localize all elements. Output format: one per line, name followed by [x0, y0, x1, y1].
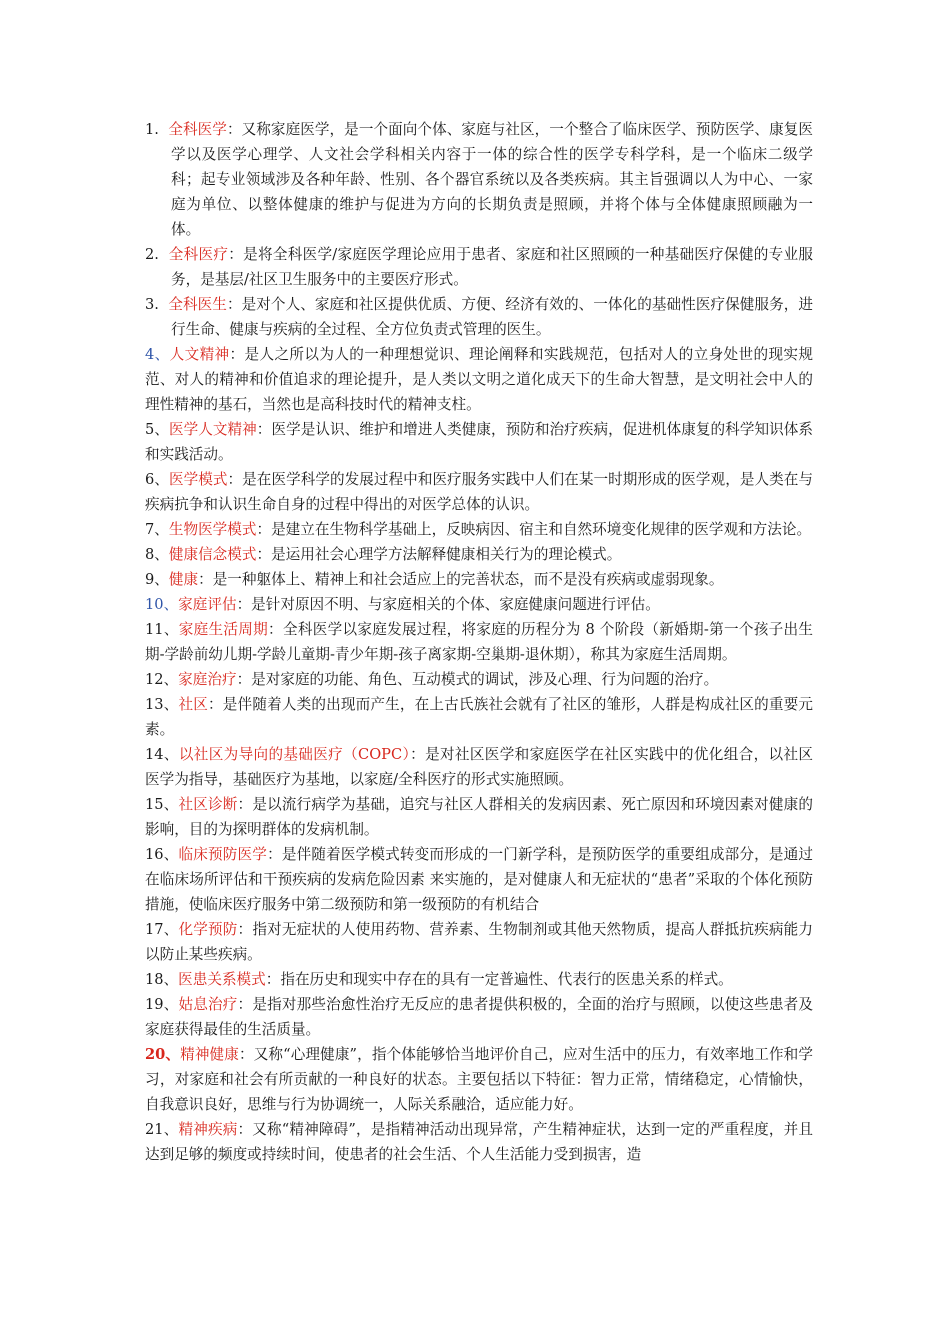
list-item: [145, 542, 813, 567]
item-separator: ：: [238, 1046, 254, 1063]
item-term: 生物医学模式: [168, 521, 257, 538]
item-definition: 是针对原因不明、与家庭相关的个体、家庭健康问题进行评估。: [251, 596, 660, 613]
item-number: 2.: [145, 246, 159, 263]
item-definition: 是指对那些治愈性治疗无反应的患者提供积极的，全面的治疗与照顾，以使这些患者及家庭获得最佳的生活质量。: [145, 996, 813, 1038]
item-term: 医学模式: [168, 471, 228, 488]
item-definition: 又称“心理健康”，指个体能够恰当地评价自己，应对生活中的压力，有效率地工作和学习，对家庭和社会有所贡献的一种良好的状态。主要包括以下特征：智力正常，情绪稳定，心情愉快，自我意识良好，思维与行为协调统一，人际关系融洽，适应能力好。: [145, 1046, 813, 1113]
list-item: [145, 292, 813, 342]
item-definition: 又称家庭医学，是一个面向个体、家庭与社区，一个整合了临床医学、预防医学、康复医学以及医学心理学、人文社会学科相关内容于一体的综合性的医学专科学科，是一个临床二级学科；起专业领域涉及各种年龄、性别、各个器官系统以及各类疾病。其主旨强调以人为中心、一家庭为单位、以整体健康的维护与促进为方向的长期负责是照顾，并将个体与全体健康照顾融为一体。: [171, 121, 813, 238]
item-definition: 医学是认识、维护和增进人类健康，预防和治疗疾病，促进机体康复的科学知识体系和实践活动。: [145, 421, 813, 463]
item-separator: ：: [227, 471, 243, 488]
item-number: 1.: [145, 121, 159, 138]
item-number: 14、: [145, 746, 179, 763]
list-item: [145, 242, 813, 292]
item-term: 以社区为导向的基础医疗（COPC）: [178, 746, 411, 763]
item-term: 精神健康: [180, 1046, 239, 1063]
item-separator: ：: [236, 596, 252, 613]
item-number: 4、: [145, 346, 170, 363]
item-number: 6、: [145, 471, 169, 488]
item-definition: 是伴随着人类的出现而产生，在上古氏族社会就有了社区的雏形，人群是构成社区的重要元素。: [145, 696, 813, 738]
item-separator: ：: [237, 796, 253, 813]
item-number: 8、: [145, 546, 169, 563]
item-number: 21、: [145, 1121, 179, 1138]
item-separator: ：: [256, 521, 272, 538]
item-number: 5、: [145, 421, 169, 438]
item-number: 7、: [145, 521, 169, 538]
glossary-list: [145, 117, 813, 1167]
item-separator: ：: [208, 696, 223, 713]
list-item: [145, 592, 813, 617]
item-separator: ：: [410, 746, 426, 763]
item-number: 16、: [145, 846, 179, 863]
item-definition: 是在医学科学的发展过程中和医疗服务实践中人们在某一时期形成的医学观，是人类在与疾病抗争和认识生命自身的过程中得出的对医学总体的认识。: [145, 471, 813, 513]
item-separator: ：: [226, 121, 242, 138]
item-number: 11、: [145, 621, 179, 638]
item-separator: ：: [237, 996, 253, 1013]
item-definition: 是运用社会心理学方法解释健康相关行为的理论模式。: [271, 546, 622, 563]
item-term: 人文精神: [169, 346, 230, 363]
item-definition: 是将全科医学/家庭医学理论应用于患者、家庭和社区照顾的一种基础医疗保健的专业服务，是基层/社区卫生服务中的主要医疗形式。: [171, 246, 813, 288]
item-term: 全科医生: [168, 296, 227, 313]
list-item: [145, 117, 813, 242]
item-definition: 是对家庭的功能、角色、互动模式的调试，涉及心理、行为问题的治疗。: [251, 671, 719, 688]
item-definition: 指对无症状的人使用药物、营养素、生物制剂或其他天然物质，提高人群抵抗疾病能力以防止某些疾病。: [145, 921, 813, 963]
list-item: [145, 517, 813, 542]
list-item: [145, 917, 813, 967]
item-separator: ：: [236, 671, 252, 688]
list-item: [145, 617, 813, 667]
item-number: 9、: [145, 571, 169, 588]
list-item: [145, 417, 813, 467]
list-item: [145, 567, 813, 592]
item-number: 10、: [145, 596, 179, 613]
item-separator: ：: [256, 546, 272, 563]
list-item: [145, 742, 813, 792]
item-term: 精神疾病: [178, 1121, 238, 1138]
list-item: [145, 792, 813, 842]
item-number: 13、: [145, 696, 179, 713]
item-term: 医患关系模式: [178, 971, 266, 988]
list-item: [145, 467, 813, 517]
item-separator: ：: [265, 971, 281, 988]
list-item: [145, 692, 813, 742]
list-item: [145, 667, 813, 692]
item-definition: 是对社区医学和家庭医学在社区实践中的优化组合，以社区医学为指导，基础医疗为基地，以家庭/全科医疗的形式实施照顾。: [145, 746, 813, 788]
item-separator: ：: [226, 296, 242, 313]
item-term: 全科医学: [168, 121, 227, 138]
item-number: 17、: [145, 921, 179, 938]
item-term: 健康信念模式: [168, 546, 257, 563]
item-term: 家庭治疗: [178, 671, 237, 688]
item-separator: ：: [229, 346, 245, 363]
item-definition: 是以流行病学为基础，追究与社区人群相关的发病因素、死亡原因和环境因素对健康的影响，目的为探明群体的发病机制。: [145, 796, 813, 838]
item-number: 18、: [145, 971, 179, 988]
item-definition: 是一种躯体上、精神上和社会适应上的完善状态，而不是没有疾病或虚弱现象。: [212, 571, 724, 588]
item-definition: 又称“精神障碍”，是指精神活动出现异常，产生精神症状，达到一定的严重程度，并且达到足够的频度或持续时间，使患者的社会生活、个人生活能力受到损害，造: [145, 1121, 813, 1163]
item-definition: 是建立在生物科学基础上，反映病因、宿主和自然环境变化规律的医学观和方法论。: [271, 521, 812, 538]
item-separator: ：: [268, 621, 283, 638]
list-item: [145, 992, 813, 1042]
item-definition: 是人之所以为人的一种理想觉识、理论阐释和实践规范，包括对人的立身处世的现实规范、对人的精神和价值追求的理论提升，是人类以文明之道化成天下的生命大智慧，是文明社会中人的理性精神的基石，当然也是高科技时代的精神支柱。: [145, 346, 813, 413]
item-number: 19、: [145, 996, 179, 1013]
item-definition: 全科医学以家庭发展过程，将家庭的历程分为 8 个阶段（新婚期-第一个孩子出生期-学龄前幼儿期-学龄儿童期-青少年期-孩子离家期-空巢期-退休期），称其为家庭生活周期。: [145, 621, 813, 663]
item-number: 12、: [145, 671, 179, 688]
item-term: 姑息治疗: [178, 996, 238, 1013]
item-term: 健康: [168, 571, 199, 588]
item-term: 医学人文精神: [168, 421, 257, 438]
item-separator: ：: [237, 921, 253, 938]
item-definition: 是对个人、家庭和社区提供优质、方便、经济有效的、一体化的基础性医疗保健服务，进行生命、健康与疾病的全过程、全方位负责式管理的医生。: [171, 296, 813, 338]
list-item: [145, 842, 813, 917]
item-definition: 指在历史和现实中存在的具有一定普遍性、代表行的医患关系的样式。: [280, 971, 733, 988]
item-number: 15、: [145, 796, 179, 813]
item-separator: ：: [228, 246, 244, 263]
list-item: [145, 342, 813, 417]
item-separator: ：: [256, 421, 272, 438]
item-number: 3.: [145, 296, 159, 313]
item-term: 全科医疗: [168, 246, 229, 263]
item-separator: ：: [267, 846, 282, 863]
item-definition: 是伴随着医学模式转变而形成的一门新学科，是预防医学的重要组成部分，是通过在临床场所评估和干预疾病的发病危险因素 来实施的，是对健康人和无症状的“患者”采取的个体化预防措施，使临床医疗服务中第二级预防和第一级预防的有机结合: [145, 846, 813, 913]
item-separator: ：: [237, 1121, 253, 1138]
item-term: 社区诊断: [178, 796, 238, 813]
item-term: 化学预防: [178, 921, 238, 938]
item-term: 家庭评估: [178, 596, 237, 613]
item-term: 社区: [178, 696, 209, 713]
item-separator: ：: [198, 571, 213, 588]
item-term: 临床预防医学: [178, 846, 268, 863]
item-term: 家庭生活周期: [178, 621, 269, 638]
item-number: 20、: [145, 1046, 181, 1063]
list-item: [145, 1117, 813, 1167]
list-item: [145, 967, 813, 992]
list-item: [145, 1042, 813, 1117]
